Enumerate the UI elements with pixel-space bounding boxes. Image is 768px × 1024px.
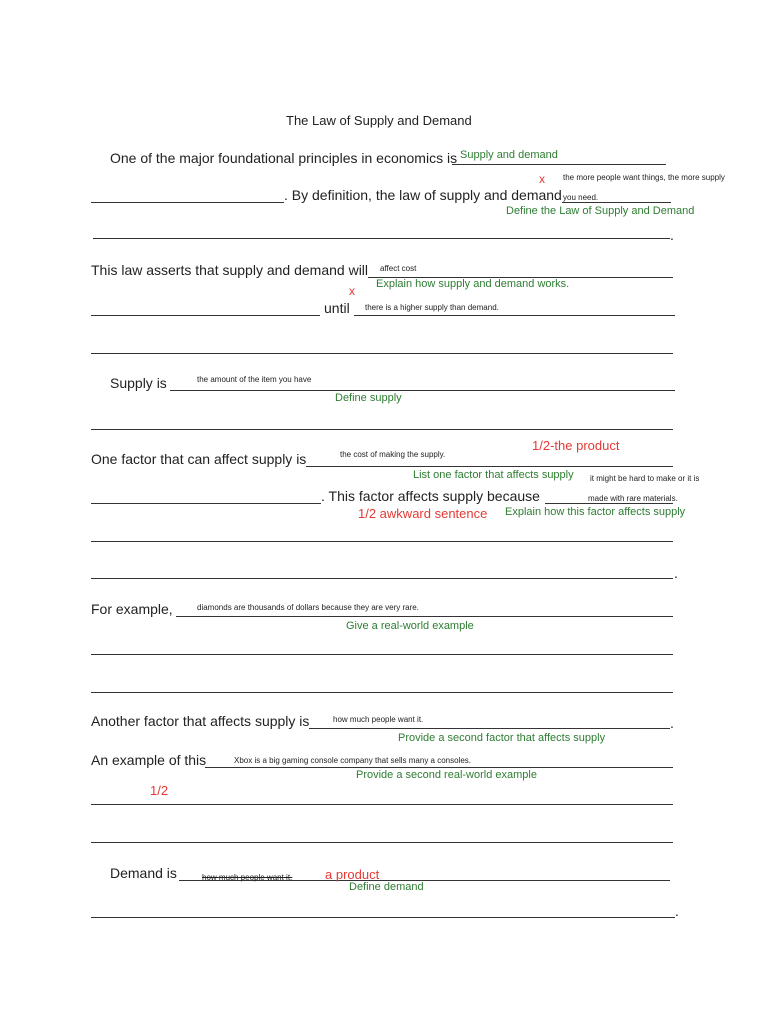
p5-intro-text: For example, bbox=[91, 601, 173, 617]
p4-answer-line bbox=[306, 466, 673, 467]
p4-hint-2: Explain how this factor affects supply bbox=[505, 506, 686, 518]
p2-hint: Explain how supply and demand works. bbox=[376, 278, 570, 290]
p2-intro-text: This law asserts that supply and demand will bbox=[91, 262, 369, 278]
p7-correction: a product bbox=[325, 867, 380, 882]
p7-end-period: . bbox=[675, 903, 679, 919]
p6-example-answer: Xbox is a big gaming console company that sells many a consoles. bbox=[234, 756, 472, 765]
p5-answer-line bbox=[176, 616, 673, 617]
p6-example-hint: Provide a second real-world example bbox=[356, 769, 537, 781]
p6-grade: 1/2 bbox=[150, 783, 169, 798]
p2-x-mark: x bbox=[349, 284, 355, 298]
p3-hint: Define supply bbox=[335, 392, 402, 404]
p6-example-intro: An example of this bbox=[91, 752, 207, 768]
p6-answer: how much people want it. bbox=[333, 715, 424, 724]
p4-answer-2b: made with rare materials. bbox=[588, 494, 678, 503]
p1-answer-text: Supply and demand bbox=[460, 149, 558, 161]
p7-answer-struck: how much people want it. bbox=[202, 873, 293, 882]
p4-end-period: . bbox=[674, 565, 678, 581]
p1-def-answer-line2: you need. bbox=[563, 193, 599, 202]
p2-blank-line-a bbox=[91, 315, 320, 316]
p2-answer-2: there is a higher supply than demand. bbox=[365, 303, 499, 312]
p1-blank-line-a bbox=[91, 202, 284, 203]
p1-def-hint: Define the Law of Supply and Demand bbox=[506, 205, 695, 217]
p4-answer-line-2 bbox=[545, 503, 673, 504]
p5-blank-line-a bbox=[91, 654, 673, 655]
p6-intro-text: Another factor that affects supply is bbox=[91, 713, 310, 729]
p4-answer: the cost of making the supply. bbox=[340, 450, 446, 459]
p2-answer-line-2 bbox=[354, 315, 675, 316]
p1-end-period: . bbox=[670, 227, 674, 243]
p4-blank-line-b bbox=[91, 541, 673, 542]
p3-answer: the amount of the item you have bbox=[197, 375, 312, 384]
p6-blank-line-b bbox=[91, 842, 673, 843]
p3-intro-text: Supply is bbox=[110, 375, 167, 391]
worksheet-title: The Law of Supply and Demand bbox=[286, 113, 472, 128]
p3-blank-line bbox=[91, 429, 673, 430]
p6-end-period: . bbox=[670, 715, 674, 731]
p6-hint: Provide a second factor that affects supply bbox=[398, 732, 606, 744]
p6-answer-line bbox=[309, 728, 670, 729]
p6-example-line bbox=[205, 767, 673, 768]
p4-blank-line-c bbox=[91, 578, 673, 579]
p4-grade: 1/2-the product bbox=[532, 438, 620, 453]
p5-blank-line-b bbox=[91, 692, 673, 693]
p5-answer: diamonds are thousands of dollars because they are very rare. bbox=[197, 603, 419, 612]
p6-blank-line-a bbox=[91, 804, 673, 805]
p2-answer-1: affect cost bbox=[380, 264, 417, 273]
p3-answer-line bbox=[170, 390, 675, 391]
p2-blank-line-b bbox=[91, 353, 673, 354]
p1-blank-line-b bbox=[93, 238, 670, 239]
p1-def-answer-line1: the more people want things, the more supply bbox=[563, 173, 725, 182]
p7-hint: Define demand bbox=[349, 881, 424, 893]
p1-definition-text: . By definition, the law of supply and demand bbox=[284, 187, 562, 203]
p7-intro-text: Demand is bbox=[110, 865, 177, 881]
p4-because-text: . This factor affects supply because bbox=[321, 488, 540, 504]
p4-answer-2a: it might be hard to make or it is bbox=[590, 474, 700, 483]
p1-intro-text: One of the major foundational principles in economics is bbox=[110, 150, 458, 166]
p4-grade-2: 1/2 awkward sentence bbox=[358, 506, 488, 521]
p5-hint: Give a real-world example bbox=[346, 620, 474, 632]
p7-blank-line bbox=[91, 917, 675, 918]
p2-until-text: until bbox=[324, 300, 350, 316]
p1-answer-line bbox=[452, 164, 666, 165]
p4-blank-line-a bbox=[91, 503, 321, 504]
p4-intro-text: One factor that can affect supply is bbox=[91, 451, 307, 467]
p1-x-mark: x bbox=[539, 172, 545, 186]
p4-hint: List one factor that affects supply bbox=[413, 469, 574, 481]
p1-def-answer-line bbox=[562, 202, 671, 203]
